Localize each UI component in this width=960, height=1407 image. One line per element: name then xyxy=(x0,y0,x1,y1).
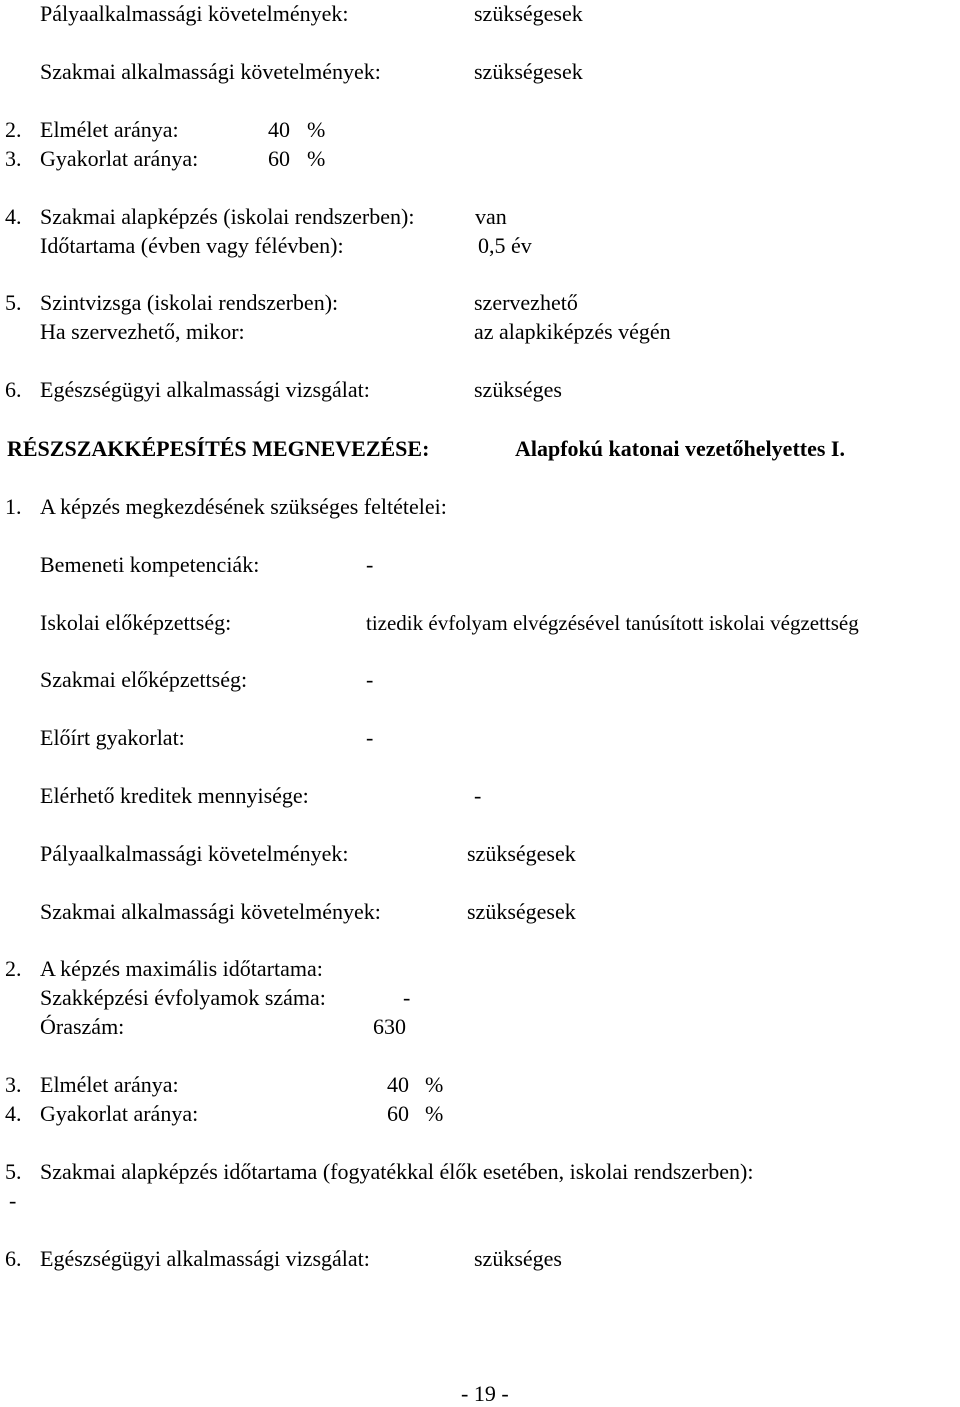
s5-value: - xyxy=(9,1188,17,1213)
item5-number: 5. xyxy=(5,290,22,315)
item6-label: Egészségügyi alkalmassági vizsgálat: xyxy=(40,377,370,402)
palya-label: Pályaalkalmassági követelmények: xyxy=(40,1,349,26)
item3-value: 60 xyxy=(268,146,290,171)
evfolyam-value: - xyxy=(403,985,411,1010)
s5-label: Szakmai alapképzés időtartama (fogyatékkal élők esetében, iskolai rendszerben): xyxy=(40,1159,754,1184)
oraszam-label: Óraszám: xyxy=(40,1014,125,1039)
szakmai-elo-value: - xyxy=(366,667,374,692)
s4-label: Gyakorlat aránya: xyxy=(40,1101,199,1126)
s4-unit: % xyxy=(425,1101,444,1126)
s3-label: Elmélet aránya: xyxy=(40,1072,179,1097)
item5-sub-value: az alapkiképzés végén xyxy=(474,319,671,344)
eloirt-label: Előírt gyakorlat: xyxy=(40,725,185,750)
iskolai-value: tizedik évfolyam elvégzésével tanúsított iskolai végzettség xyxy=(366,611,859,635)
kredit-value: - xyxy=(474,783,482,808)
item4-label: Szakmai alapképzés (iskolai rendszerben): xyxy=(40,204,415,229)
palya-value: szükségesek xyxy=(474,1,583,26)
item3-number: 3. xyxy=(5,146,22,171)
bemeneti-value: - xyxy=(366,552,374,577)
szakmai-elo-label: Szakmai előképzettség: xyxy=(40,667,248,692)
s2-number: 2. xyxy=(5,956,22,981)
item5-label: Szintvizsga (iskolai rendszerben): xyxy=(40,290,339,315)
page-number: - 19 - xyxy=(461,1381,509,1406)
item3-label: Gyakorlat aránya: xyxy=(40,146,199,171)
item5-sub-label: Ha szervezhető, mikor: xyxy=(40,319,245,344)
s5-number: 5. xyxy=(5,1159,22,1184)
item4-sub-label: Időtartama (évben vagy félévben): xyxy=(40,233,344,258)
s4-value: 60 xyxy=(387,1101,409,1126)
item4-sub-value: 0,5 év xyxy=(478,233,532,258)
item5-value: szervezhető xyxy=(474,290,578,315)
oraszam-value: 630 xyxy=(373,1014,406,1039)
bemeneti-label: Bemeneti kompetenciák: xyxy=(40,552,260,577)
s1-label: A képzés megkezdésének szükséges feltételei: xyxy=(40,494,447,519)
s3-value: 40 xyxy=(387,1072,409,1097)
s3-number: 3. xyxy=(5,1072,22,1097)
s3-unit: % xyxy=(425,1072,444,1097)
item2-value: 40 xyxy=(268,117,290,142)
s6-number: 6. xyxy=(5,1246,22,1271)
s2-label: A képzés maximális időtartama: xyxy=(40,956,323,981)
szakmai-alk2-value: szükségesek xyxy=(467,899,576,924)
item6-number: 6. xyxy=(5,377,22,402)
palya2-value: szükségesek xyxy=(467,841,576,866)
s6-label: Egészségügyi alkalmassági vizsgálat: xyxy=(40,1246,370,1271)
section-heading-value: Alapfokú katonai vezetőhelyettes I. xyxy=(515,436,845,461)
item4-number: 4. xyxy=(5,204,22,229)
item3-unit: % xyxy=(307,146,326,171)
palya2-label: Pályaalkalmassági követelmények: xyxy=(40,841,349,866)
section-heading-label: RÉSZSZAKKÉPESÍTÉS MEGNEVEZÉSE: xyxy=(7,436,430,461)
s1-number: 1. xyxy=(5,494,22,519)
item2-label: Elmélet aránya: xyxy=(40,117,179,142)
iskolai-label: Iskolai előképzettség: xyxy=(40,610,232,635)
item2-number: 2. xyxy=(5,117,22,142)
item2-unit: % xyxy=(307,117,326,142)
item4-value: van xyxy=(475,204,507,229)
szakmai-alk-label: Szakmai alkalmassági követelmények: xyxy=(40,59,381,84)
evfolyam-label: Szakképzési évfolyamok száma: xyxy=(40,985,326,1010)
eloirt-value: - xyxy=(366,725,374,750)
s4-number: 4. xyxy=(5,1101,22,1126)
kredit-label: Elérhető kreditek mennyisége: xyxy=(40,783,309,808)
szakmai-alk2-label: Szakmai alkalmassági követelmények: xyxy=(40,899,381,924)
item6-value: szükséges xyxy=(474,377,562,402)
szakmai-alk-value: szükségesek xyxy=(474,59,583,84)
s6-value: szükséges xyxy=(474,1246,562,1271)
